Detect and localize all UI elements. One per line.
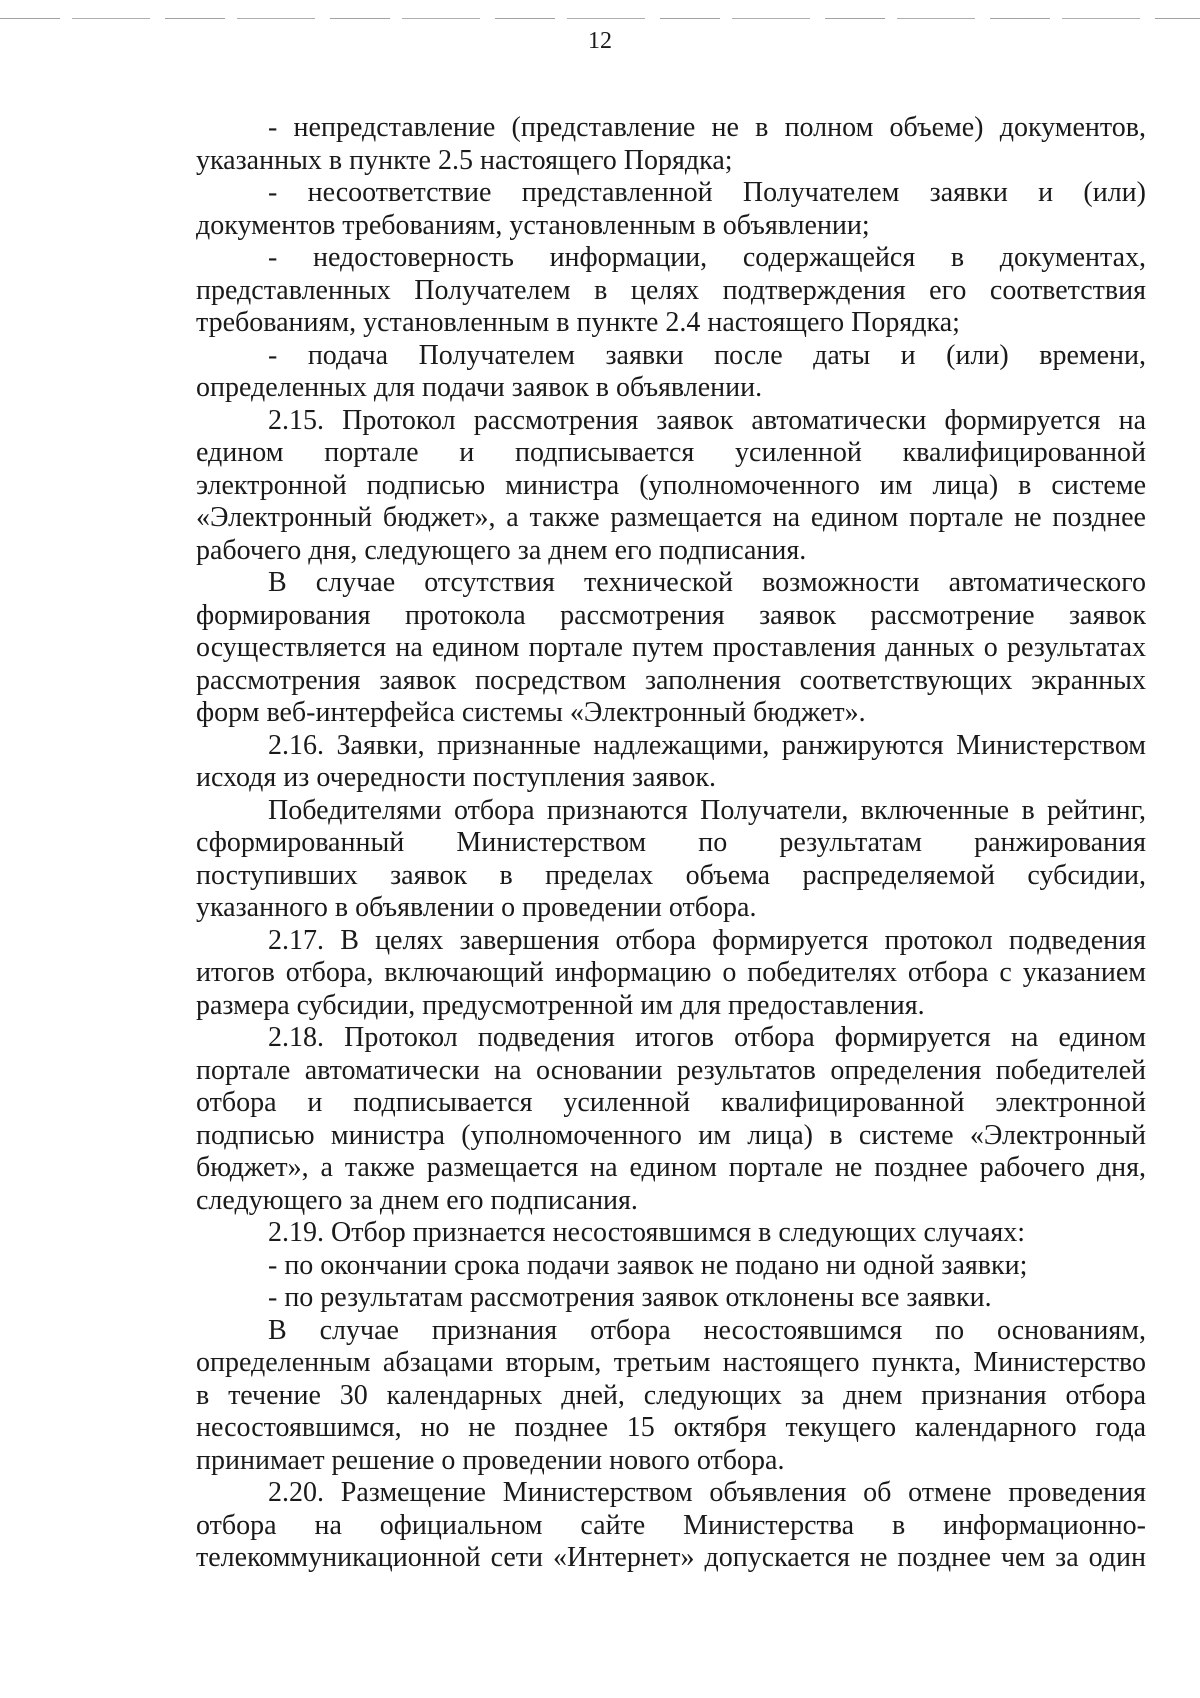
text-line: портале автоматически на основании результатов определения победителей — [196, 1054, 1146, 1086]
paragraph — [196, 1250, 1146, 1283]
text-line: поступивших заявок в пределах объема распределяемой субсидии, — [196, 859, 1146, 891]
scan-top-edge — [0, 18, 1200, 19]
paragraph — [196, 730, 1146, 795]
paragraph — [196, 567, 1146, 730]
text-line: 2.20. Размещение Министерством объявления об отмене проведения — [268, 1477, 1146, 1508]
text-line: итогов отбора, включающий информацию о победителях отбора с указанием — [196, 957, 1146, 988]
text-line: принимает решение о проведении нового отбора. — [196, 1444, 785, 1476]
text-line: - по окончании срока подачи заявок не подано ни одной заявки; — [268, 1249, 1028, 1281]
text-line: указанных в пункте 2.5 настоящего Порядка; — [196, 144, 733, 176]
paragraph — [196, 1217, 1146, 1250]
text-line: 2.19. Отбор признается несостоявшимся в следующих случаях: — [268, 1217, 1026, 1248]
text-line: представленных Получателем в целях подтверждения его соответствия — [196, 274, 1146, 306]
text-line: рассмотрения заявок посредством заполнения соответствующих экранных — [196, 664, 1146, 696]
document-body — [196, 112, 1146, 1575]
text-line: - несоответствие представленной Получателем заявки и (или) — [268, 177, 1146, 208]
text-line: едином портале и подписывается усиленной квалифицированной — [196, 437, 1146, 468]
text-line: 2.16. Заявки, признанные надлежащими, ранжируются Министерством — [268, 729, 1146, 761]
paragraph — [196, 177, 1146, 242]
paragraph — [196, 1022, 1146, 1217]
text-line: Победителями отбора признаются Получатели, включенные в рейтинг, — [268, 794, 1146, 826]
text-line: в течение 30 календарных дней, следующих за днем признания отбора — [196, 1379, 1146, 1411]
text-line: размера субсидии, предусмотренной им для предоставления. — [196, 989, 925, 1021]
text-line: отбора и подписывается усиленной квалифицированной электронной — [196, 1087, 1146, 1118]
paragraph — [196, 405, 1146, 568]
page-number: 12 — [588, 28, 612, 54]
paragraph — [196, 1282, 1146, 1315]
text-line: В случае отсутствия технической возможности автоматического — [268, 567, 1146, 598]
text-line: В случае признания отбора несостоявшимся по основаниям, — [268, 1314, 1146, 1346]
paragraph — [196, 1315, 1146, 1478]
text-line: требованиям, установленным в пункте 2.4 настоящего Порядка; — [196, 307, 960, 338]
text-line: 2.18. Протокол подведения итогов отбора формируется на едином — [268, 1022, 1146, 1053]
paragraph — [196, 795, 1146, 925]
text-line: отбора на официальном сайте Министерства в информационно- — [196, 1509, 1146, 1541]
text-line: подписью министра (уполномоченного им лица) в системе «Электронный — [196, 1119, 1146, 1151]
text-line: рабочего дня, следующего за днем его подписания. — [196, 534, 807, 566]
paragraph — [196, 242, 1146, 340]
text-line: осуществляется на едином портале путем проставления данных о результатах — [196, 632, 1146, 663]
text-line: - недостоверность информации, содержащейся в документах, — [268, 242, 1146, 273]
text-line: «Электронный бюджет», а также размещается на едином портале не позднее — [196, 502, 1146, 533]
text-line: бюджет», а также размещается на едином портале не позднее рабочего дня, — [196, 1152, 1146, 1183]
paragraph — [196, 925, 1146, 1023]
text-line: сформированный Министерством по результатам ранжирования — [196, 827, 1146, 858]
paragraph — [196, 340, 1146, 405]
text-line: определенных для подачи заявок в объявлении. — [196, 372, 763, 403]
text-line: - подача Получателем заявки после даты и (или) времени, — [268, 339, 1146, 371]
text-line: документов требованиям, установленным в объявлении; — [196, 209, 870, 241]
text-line: указанного в объявлении о проведении отбора. — [196, 892, 757, 923]
text-line: определенным абзацами вторым, третьим настоящего пункта, Министерство — [196, 1347, 1146, 1378]
text-line: форм веб-интерфейса системы «Электронный бюджет». — [196, 697, 866, 728]
text-line: исходя из очередности поступления заявок. — [196, 762, 716, 793]
text-line: электронной подписью министра (уполномоченного им лица) в системе — [196, 469, 1146, 501]
text-line: телекоммуникационной сети «Интернет» допускается не позднее чем за один — [196, 1542, 1146, 1573]
text-line: - непредставление (представление не в полном объеме) документов, — [268, 112, 1146, 143]
paragraph — [196, 112, 1146, 177]
paragraph — [196, 1477, 1146, 1575]
text-line: - по результатам рассмотрения заявок отклонены все заявки. — [268, 1282, 992, 1313]
text-line: следующего за днем его подписания. — [196, 1184, 638, 1216]
text-line: 2.15. Протокол рассмотрения заявок автоматически формируется на — [268, 404, 1146, 436]
text-line: формирования протокола рассмотрения заявок рассмотрение заявок — [196, 599, 1146, 631]
text-line: несостоявшимся, но не позднее 15 октября текущего календарного года — [196, 1412, 1146, 1443]
text-line: 2.17. В целях завершения отбора формируется протокол подведения — [268, 924, 1146, 956]
